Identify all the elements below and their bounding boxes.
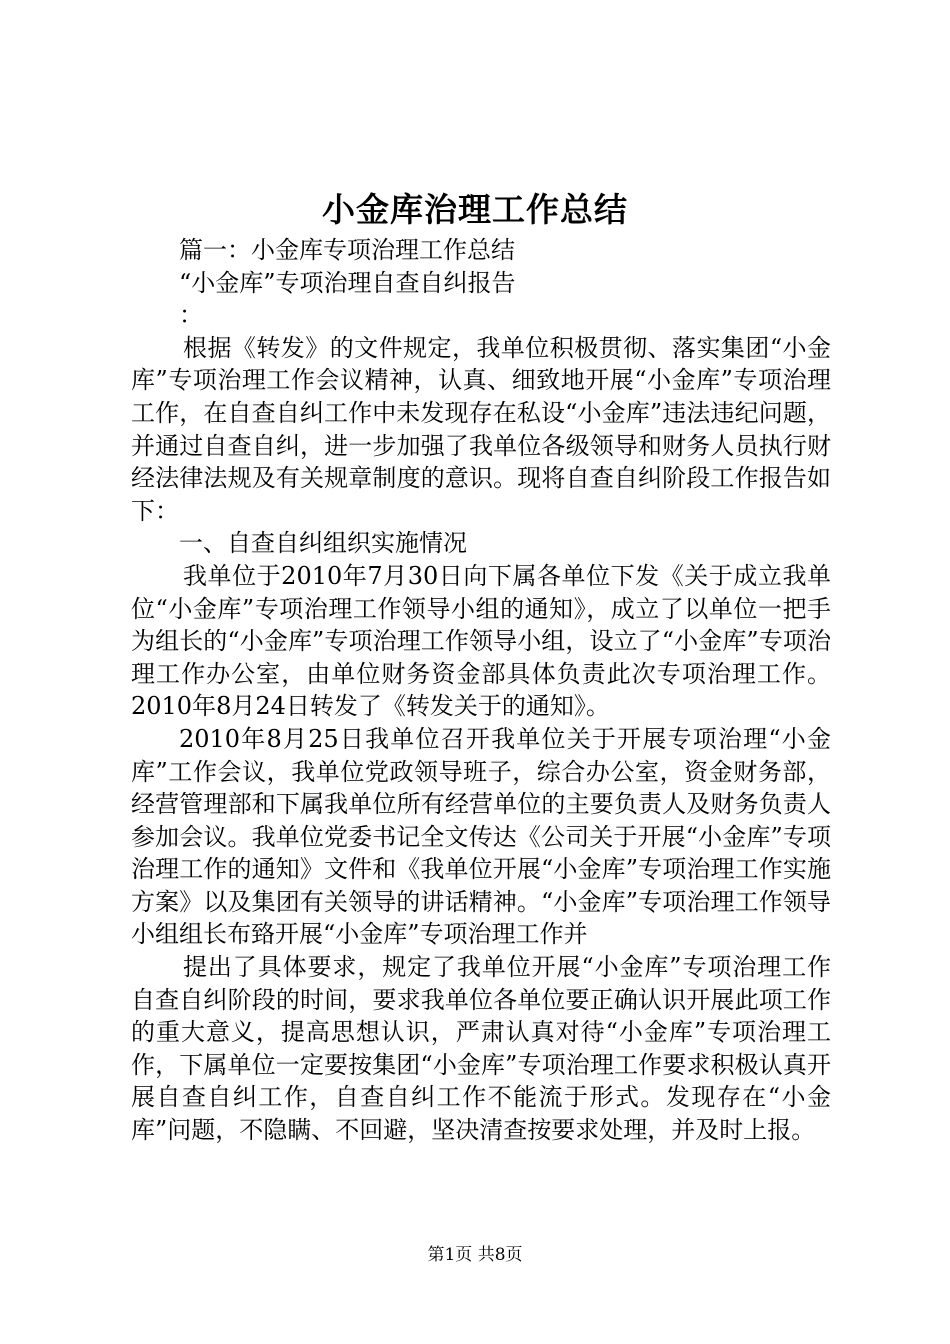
section-heading-part-one: 篇一：小金库专项治理工作总结 bbox=[179, 236, 515, 264]
section-heading-one: 一、自查自纠组织实施情况 bbox=[179, 529, 467, 558]
paragraph-organization: 我单位于2010年7月30日向下属各单位下发《关于成立我单位“小金库”专项治理工作领导小组的通知》，成立了以单位一把手为组长的“小金库”专项治理工作领导小组，设立了“小金库”专项治理工作办公室，由单位财务资金部具体负责此次专项治理工作。2010年8月24日转发了《转发关于的通知》。 bbox=[131, 561, 831, 721]
report-heading: “小金库”专项治理自查自纠报告 bbox=[179, 268, 516, 297]
salutation-colon: ： bbox=[179, 301, 203, 330]
paragraph-intro: 根据《转发》的文件规定，我单位积极贯彻、落实集团“小金库”专项治理工作会议精神，认真、细致地开展“小金库”专项治理工作，在自查自纠工作中未发现存在私设“小金库”违法违纪问题，并通过自查自纠，进一步加强了我单位各级领导和财务人员执行财经法律法规及有关规章制度的意识。现将自查自纠阶段工作报告如下： bbox=[131, 333, 831, 525]
paragraph-meeting: 2010年8月25日我单位召开我单位关于开展专项治理“小金库”工作会议，我单位党政领导班子，综合办公室，资金财务部，经营管理部和下属我单位所有经营单位的主要负责人及财务负责人参加会议。我单位党委书记全文传达《公司关于开展“小金库”专项治理工作的通知》文件和《我单位开展“小金库”专项治理工作实施方案》以及集团有关领导的讲话精神。“小金库”专项治理工作领导小组组长布臵开展“小金库”专项治理工作并 bbox=[131, 724, 831, 949]
paragraph-requirements: 提出了具体要求，规定了我单位开展“小金库”专项治理工作自查自纠阶段的时间，要求我单位各单位要正确认识开展此项工作的重大意义，提高思想认识，严肃认真对待“小金库”专项治理工作，下属单位一定要按集团“小金库”专项治理工作要求积极认真开展自查自纠工作，自查自纠工作不能流于形式。发现存在“小金库”问题，不隐瞒、不回避，坚决清查按要求处理，并及时上报。 bbox=[131, 953, 831, 1145]
page-number-footer: 第1页 共8页 bbox=[427, 1245, 523, 1265]
document-body bbox=[131, 234, 831, 1147]
document-title: 小金库治理工作总结 bbox=[322, 190, 628, 229]
